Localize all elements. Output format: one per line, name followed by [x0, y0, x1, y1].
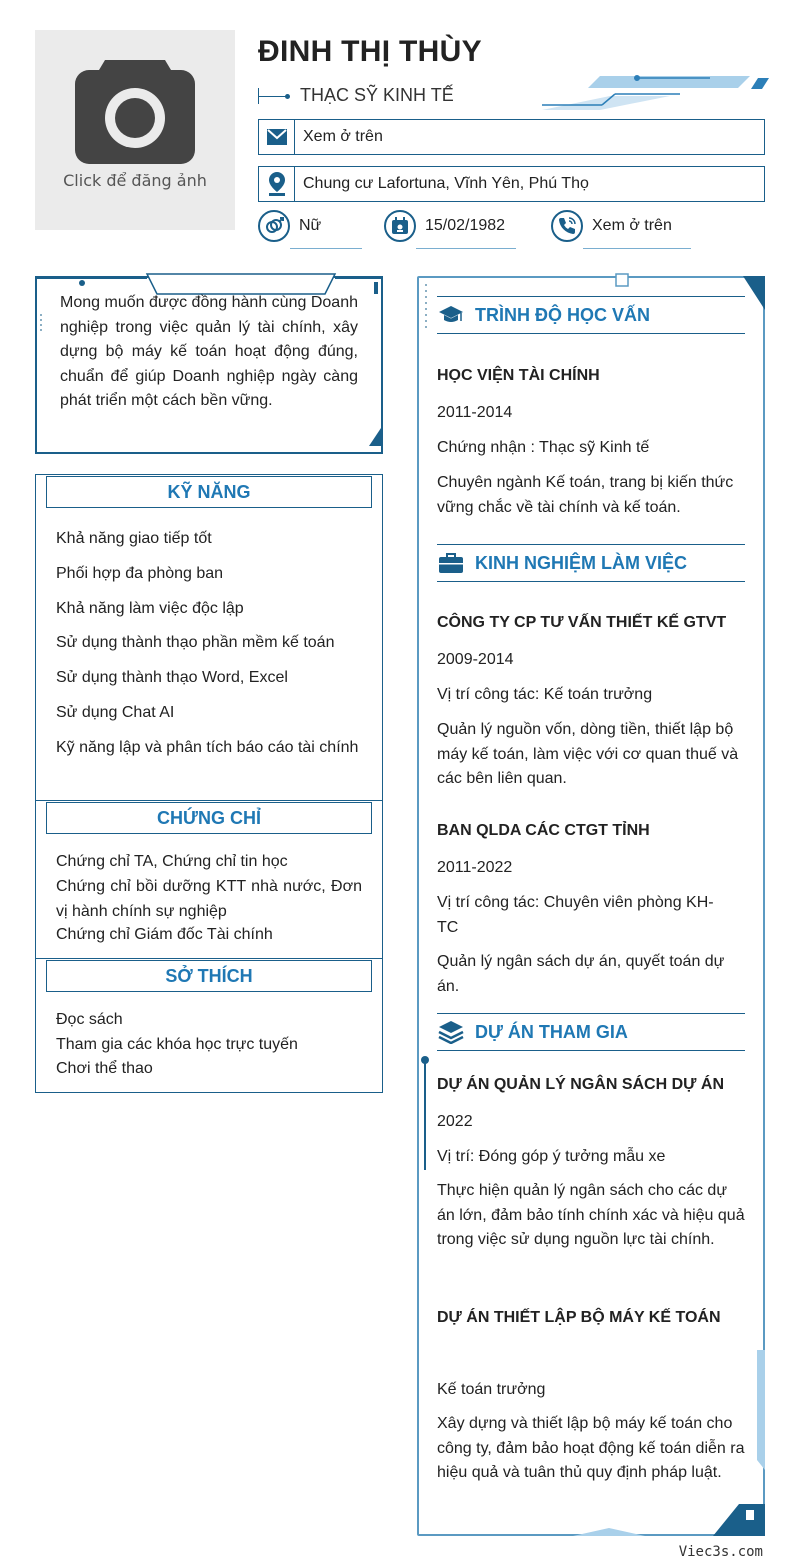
certificate-item: Chứng chỉ Giám đốc Tài chính	[56, 926, 273, 943]
calendar-icon	[384, 210, 416, 242]
layers-icon	[437, 1018, 465, 1046]
education-header	[437, 296, 745, 334]
title-text: THẠC SỸ KINH TẾ	[300, 85, 454, 105]
birthday-field	[384, 210, 505, 242]
projects-header	[437, 1013, 745, 1051]
gender-icon	[258, 210, 290, 242]
skill-item: Khả năng làm việc độc lập	[56, 600, 244, 617]
address-value: Chung cư Lafortuna, Vĩnh Yên, Phú Thọ	[303, 175, 589, 192]
project-name: DỰ ÁN THIẾT LẬP BỘ MÁY KẾ TOÁN	[437, 1309, 721, 1326]
project-role: Vị trí: Đóng góp ý tưởng mẫu xe	[437, 1148, 666, 1165]
phone-icon	[551, 210, 583, 242]
header-decoration	[540, 74, 770, 114]
job-period: 2011-2022	[437, 859, 513, 876]
education-title: TRÌNH ĐỘ HỌC VẤN	[475, 304, 650, 325]
project-description: Xây dựng và thiết lập bộ máy kế toán cho công ty, đảm bảo hoạt động kế toán diễn ra hiệu quả và tuân thủ quy định pháp luật.	[437, 1415, 745, 1482]
hobbies-title: SỞ THÍCH	[46, 960, 372, 992]
education-degree: Chứng nhận : Thạc sỹ Kinh tế	[437, 439, 650, 456]
job-position: Vị trí công tác: Kế toán trưởng	[437, 686, 653, 703]
skill-item: Khả năng giao tiếp tốt	[56, 530, 212, 547]
education-description: Chuyên ngành Kế toán, trang bị kiến thức vững chắc về tài chính và kế toán.	[437, 474, 734, 516]
candidate-title	[258, 85, 454, 106]
email-field[interactable]	[258, 119, 765, 155]
birthday-value: 15/02/1982	[425, 217, 506, 234]
project-description: Thực hiện quản lý ngân sách cho các dự án lớn, đảm bảo tính chính xác và hiệu quả trong việc sử dụng nguồn lực tài chính.	[437, 1182, 745, 1249]
experience-title: KINH NGHIỆM LÀM VIỆC	[475, 552, 688, 573]
certificates-title: CHỨNG CHỈ	[46, 802, 372, 834]
job-description: Quản lý nguồn vốn, dòng tiền, thiết lập bộ máy kế toán, làm việc với cơ quan thuế và các bên liên quan.	[437, 721, 739, 788]
graduation-cap-icon	[437, 301, 465, 329]
address-field[interactable]	[258, 166, 765, 202]
company-name: CÔNG TY CP TƯ VẤN THIẾT KẾ GTVT	[437, 614, 727, 631]
hobby-item: Đọc sách	[56, 1011, 123, 1028]
footer-watermark: Viec3s.com	[678, 1544, 763, 1560]
envelope-icon	[259, 120, 295, 154]
avatar-upload[interactable]	[35, 30, 235, 230]
company-name: BAN QLDA CÁC CTGT TỈNH	[437, 822, 650, 839]
skill-item: Sử dụng thành thạo phần mềm kế toán	[56, 634, 335, 651]
email-value: Xem ở trên	[303, 128, 383, 145]
hobby-item: Tham gia các khóa học trực tuyến	[56, 1036, 298, 1053]
phone-value: Xem ở trên	[592, 217, 672, 234]
gender-underline	[290, 248, 362, 249]
certificate-item: Chứng chỉ bồi dưỡng KTT nhà nước, Đơn vị hành chính sự nghiệp	[56, 878, 362, 920]
certificate-item: Chứng chỉ TA, Chứng chỉ tin học	[56, 853, 288, 870]
gender-field	[258, 210, 321, 242]
candidate-name: ĐINH THỊ THÙY	[258, 35, 482, 68]
briefcase-icon	[437, 549, 465, 577]
section-divider	[35, 958, 383, 959]
location-pin-icon	[259, 167, 295, 201]
experience-header	[437, 544, 745, 582]
camera-icon	[75, 58, 195, 166]
skill-item: Kỹ năng lập và phân tích báo cáo tài chính	[56, 739, 359, 756]
school-name: HỌC VIỆN TÀI CHÍNH	[437, 367, 600, 384]
skill-item: Phối hợp đa phòng ban	[56, 565, 224, 582]
job-description: Quản lý ngân sách dự án, quyết toán dự án.	[437, 953, 725, 995]
phone-field	[551, 210, 672, 242]
projects-title: DỰ ÁN THAM GIA	[475, 1021, 628, 1042]
skills-title: KỸ NĂNG	[46, 476, 372, 508]
project-role: Kế toán trưởng	[437, 1381, 546, 1398]
skill-item: Sử dụng Chat AI	[56, 704, 175, 721]
project-name: DỰ ÁN QUẢN LÝ NGÂN SÁCH DỰ ÁN	[437, 1076, 724, 1093]
skill-item: Sử dụng thành thạo Word, Excel	[56, 669, 288, 686]
birthday-underline	[416, 248, 516, 249]
job-position: Vị trí công tác: Chuyên viên phòng KH-TC	[437, 894, 714, 936]
photo-caption: Click để đăng ảnh	[63, 171, 207, 190]
title-marker	[258, 86, 292, 106]
education-period: 2011-2014	[437, 404, 513, 421]
phone-underline	[583, 248, 691, 249]
career-objective: Mong muốn được đồng hành cùng Doanh nghiệp trong việc quản lý tài chính, xây dựng bộ máy kế toán hoạt động đúng, chuẩn để giúp Doanh nghiệp ngày càng phát triển một cách bền vững.	[60, 294, 358, 410]
gender-value: Nữ	[299, 217, 322, 234]
project-year: 2022	[437, 1113, 473, 1130]
section-divider	[35, 800, 383, 801]
job-period: 2009-2014	[437, 651, 514, 668]
hobby-item: Chơi thể thao	[56, 1060, 153, 1077]
